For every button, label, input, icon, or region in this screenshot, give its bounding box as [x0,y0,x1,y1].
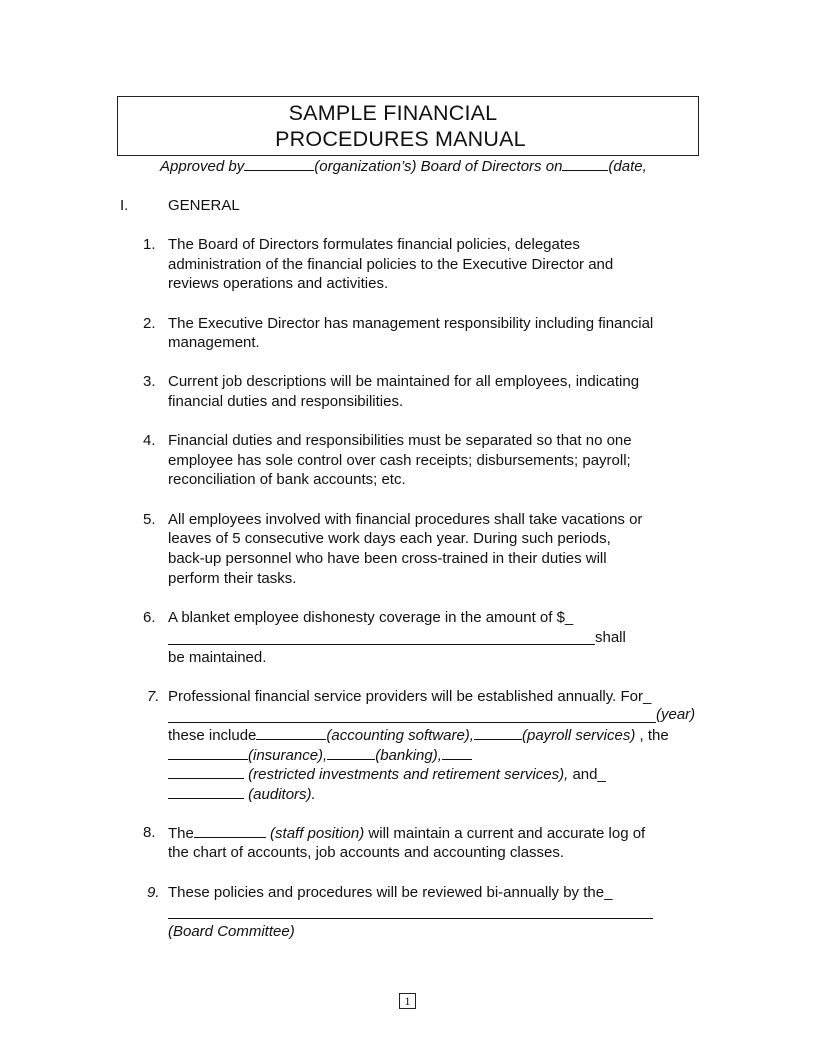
banking-blank [327,745,375,760]
insurance-label: (insurance), [248,747,328,764]
document-title-line-2: PROCEDURES MANUAL [275,127,526,151]
item-7-line-6 [168,784,316,804]
approval-blank [244,156,314,171]
item-4-line-2: employee has sole control over cash receipts; disbursements; payroll; [168,452,631,469]
item-5-line-4: perform their tasks. [168,570,297,587]
item-6-shall: shall [595,629,626,646]
item-4-line-1: Financial duties and responsibilities must be separated so that no one [168,432,632,449]
document-title-line-1: SAMPLE FINANCIAL [288,101,498,125]
item-5-line-3: back-up personnel who have been cross-trained in their duties will [168,550,607,567]
auditors-label: (auditors). [244,786,316,803]
item-7-line-4 [168,745,472,765]
accounting-blank [256,725,326,740]
item-5-line-1: All employees involved with financial procedures shall take vacations or [168,511,643,528]
amount-blank-line [168,644,595,645]
the-staff-prefix: The [168,825,194,842]
year-blank-line [168,722,656,723]
item-1-line-1: The Board of Directors formulates financial policies, delegates [168,236,580,253]
item-7-line-5 [168,764,606,784]
item-8-line-2: the chart of accounts, job accounts and accounting classes. [168,844,565,861]
item-7-line-3 [168,725,669,745]
and-text: and_ [568,766,606,783]
item-1-line-2: administration of the financial policies to the Executive Director and [168,256,614,273]
staff-blank [194,823,266,838]
section-title: GENERAL [168,197,240,214]
approval-prefix: Approved by [160,158,245,175]
item-number: 6. [143,609,156,626]
item-number: 4. [143,432,156,449]
extra-blank [442,745,472,760]
item-6-line-3: be maintained. [168,649,267,666]
payroll-services-label: (payroll services) [521,727,636,744]
these-include-text: these include [168,727,257,744]
item-2-line-2: management. [168,334,260,351]
approval-line [160,156,647,176]
restricted-investments-label: (restricted investments and retirement services), [244,766,569,783]
title-box [117,96,699,156]
approval-date: (date, [608,158,647,175]
the-text: , the [635,727,669,744]
item-number: 8. [143,824,156,841]
item-7-line-1: Professional financial service providers will be established annually. For_ [168,688,652,705]
item-8-rest: will maintain a current and accurate log of [364,825,646,842]
item-1-line-3: reviews operations and activities. [168,275,389,292]
item-number: 1. [143,236,156,253]
item-number: 2. [143,315,156,332]
item-5-line-2: leaves of 5 consecutive work days each year. During such periods, [168,530,611,547]
item-7-year: (year) [656,706,696,723]
restricted-blank [168,764,244,779]
item-6-line-1: A blanket employee dishonesty coverage in the amount of $_ [168,609,574,626]
item-4-line-3: reconciliation of bank accounts; etc. [168,471,406,488]
committee-blank-line [168,918,653,919]
item-3-line-2: financial duties and responsibilities. [168,393,404,410]
staff-position-label: (staff position) [265,825,365,842]
page-number: 1 [399,993,416,1009]
approval-org: (organization’s) Board of Directors on [314,158,563,175]
board-committee-label: (Board Committee) [168,923,295,940]
auditors-blank [168,784,244,799]
item-number: 3. [143,373,156,390]
item-number: 7. [147,688,160,705]
section-number: I. [120,197,129,214]
banking-label: (banking), [375,747,442,764]
item-2-line-1: The Executive Director has management responsibility including financial [168,315,654,332]
item-9-line-1: These policies and procedures will be reviewed bi-annually by the_ [168,884,613,901]
insurance-blank [168,745,248,760]
item-8-line-1 [168,823,645,843]
item-3-line-1: Current job descriptions will be maintained for all employees, indicating [168,373,640,390]
item-number: 5. [143,511,156,528]
accounting-software-label: (accounting software), [326,727,474,744]
item-number: 9. [147,884,160,901]
approval-date-blank [562,156,608,171]
payroll-blank [474,725,522,740]
